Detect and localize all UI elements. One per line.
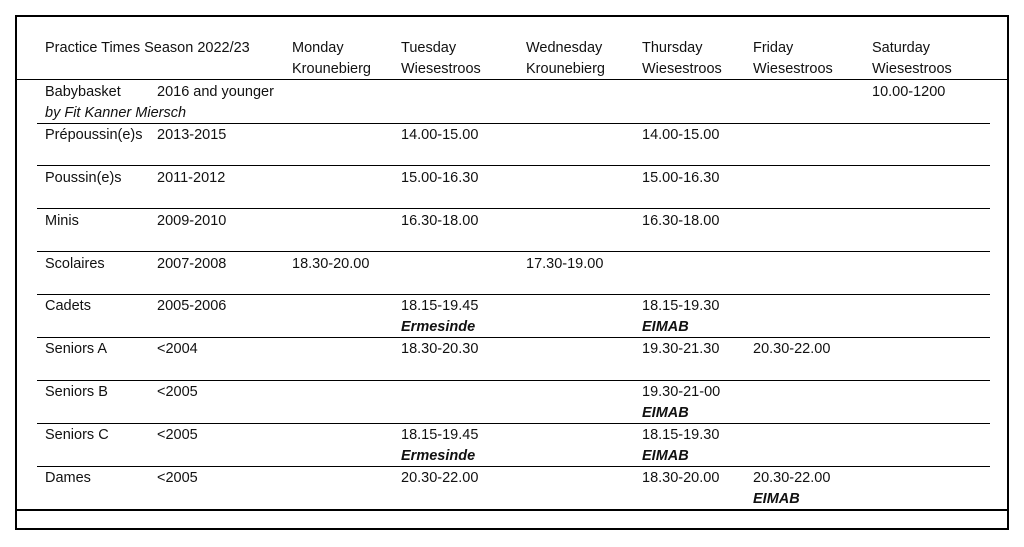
team-name: Cadets xyxy=(45,298,91,314)
team-years: <2005 xyxy=(157,384,198,400)
time-friday: 20.30-22.00 xyxy=(753,341,831,357)
team-name: Seniors A xyxy=(45,341,108,357)
venue-tuesday: Ermesinde xyxy=(401,319,476,335)
venue-thursday: EIMAB xyxy=(642,448,689,464)
header-place-saturday: Wiesestroos xyxy=(872,61,952,77)
team-years: 2009-2010 xyxy=(157,213,227,229)
header-day-wednesday: Wednesday xyxy=(526,40,603,56)
team-name: Minis xyxy=(45,213,79,229)
time-thursday: 14.00-15.00 xyxy=(642,127,720,143)
time-tuesday: 20.30-22.00 xyxy=(401,470,479,486)
venue-thursday: EIMAB xyxy=(642,405,689,421)
time-tuesday: 18.30-20.30 xyxy=(401,341,479,357)
row-divider xyxy=(37,208,990,209)
team-years: 2013-2015 xyxy=(157,127,227,143)
row-divider xyxy=(37,466,990,467)
header-day-friday: Friday xyxy=(753,40,794,56)
row-divider xyxy=(37,123,990,124)
time-tuesday: 14.00-15.00 xyxy=(401,127,479,143)
time-thursday: 16.30-18.00 xyxy=(642,213,720,229)
time-friday: 20.30-22.00 xyxy=(753,470,831,486)
team-note: by Fit Kanner Miersch xyxy=(45,105,187,121)
header-place-tuesday: Wiesestroos xyxy=(401,61,481,77)
header-day-thursday: Thursday xyxy=(642,40,703,56)
time-tuesday: 15.00-16.30 xyxy=(401,170,479,186)
time-thursday: 18.15-19.30 xyxy=(642,298,720,314)
row-divider xyxy=(37,423,990,424)
time-saturday: 10.00-1200 xyxy=(872,84,946,100)
time-tuesday: 18.15-19.45 xyxy=(401,298,479,314)
header-day-tuesday: Tuesday xyxy=(401,40,457,56)
header-divider xyxy=(17,79,1007,80)
time-tuesday: 18.15-19.45 xyxy=(401,427,479,443)
team-years: 2007-2008 xyxy=(157,256,227,272)
team-name: Poussin(e)s xyxy=(45,170,122,186)
header-place-monday: Krounebierg xyxy=(292,61,371,77)
header-place-friday: Wiesestroos xyxy=(753,61,833,77)
footer-divider xyxy=(15,509,1009,511)
table-title: Practice Times Season 2022/23 xyxy=(45,40,250,56)
team-years: <2005 xyxy=(157,427,198,443)
time-thursday: 18.30-20.00 xyxy=(642,470,720,486)
team-years: 2005-2006 xyxy=(157,298,227,314)
time-thursday: 19.30-21-00 xyxy=(642,384,721,400)
team-years: <2004 xyxy=(157,341,198,357)
time-monday: 18.30-20.00 xyxy=(292,256,370,272)
team-name: Seniors B xyxy=(45,384,108,400)
time-thursday: 18.15-19.30 xyxy=(642,427,720,443)
venue-tuesday: Ermesinde xyxy=(401,448,476,464)
row-divider xyxy=(37,165,990,166)
time-thursday: 19.30-21.30 xyxy=(642,341,720,357)
team-name: Babybasket xyxy=(45,84,121,100)
time-thursday: 15.00-16.30 xyxy=(642,170,720,186)
team-years: 2016 and younger xyxy=(157,84,274,100)
time-tuesday: 16.30-18.00 xyxy=(401,213,479,229)
row-divider xyxy=(37,380,990,381)
team-name: Dames xyxy=(45,470,91,486)
header-day-monday: Monday xyxy=(292,40,344,56)
row-divider xyxy=(37,337,990,338)
team-name: Scolaires xyxy=(45,256,105,272)
header-place-wednesday: Krounebierg xyxy=(526,61,605,77)
venue-friday: EIMAB xyxy=(753,491,800,507)
row-divider xyxy=(37,251,990,252)
header-place-thursday: Wiesestroos xyxy=(642,61,722,77)
time-wednesday: 17.30-19.00 xyxy=(526,256,604,272)
row-divider xyxy=(37,294,990,295)
team-name: Seniors C xyxy=(45,427,109,443)
venue-thursday: EIMAB xyxy=(642,319,689,335)
header-day-saturday: Saturday xyxy=(872,40,931,56)
team-name: Prépoussin(e)s xyxy=(45,127,143,143)
team-years: <2005 xyxy=(157,470,198,486)
team-years: 2011-2012 xyxy=(157,170,226,186)
